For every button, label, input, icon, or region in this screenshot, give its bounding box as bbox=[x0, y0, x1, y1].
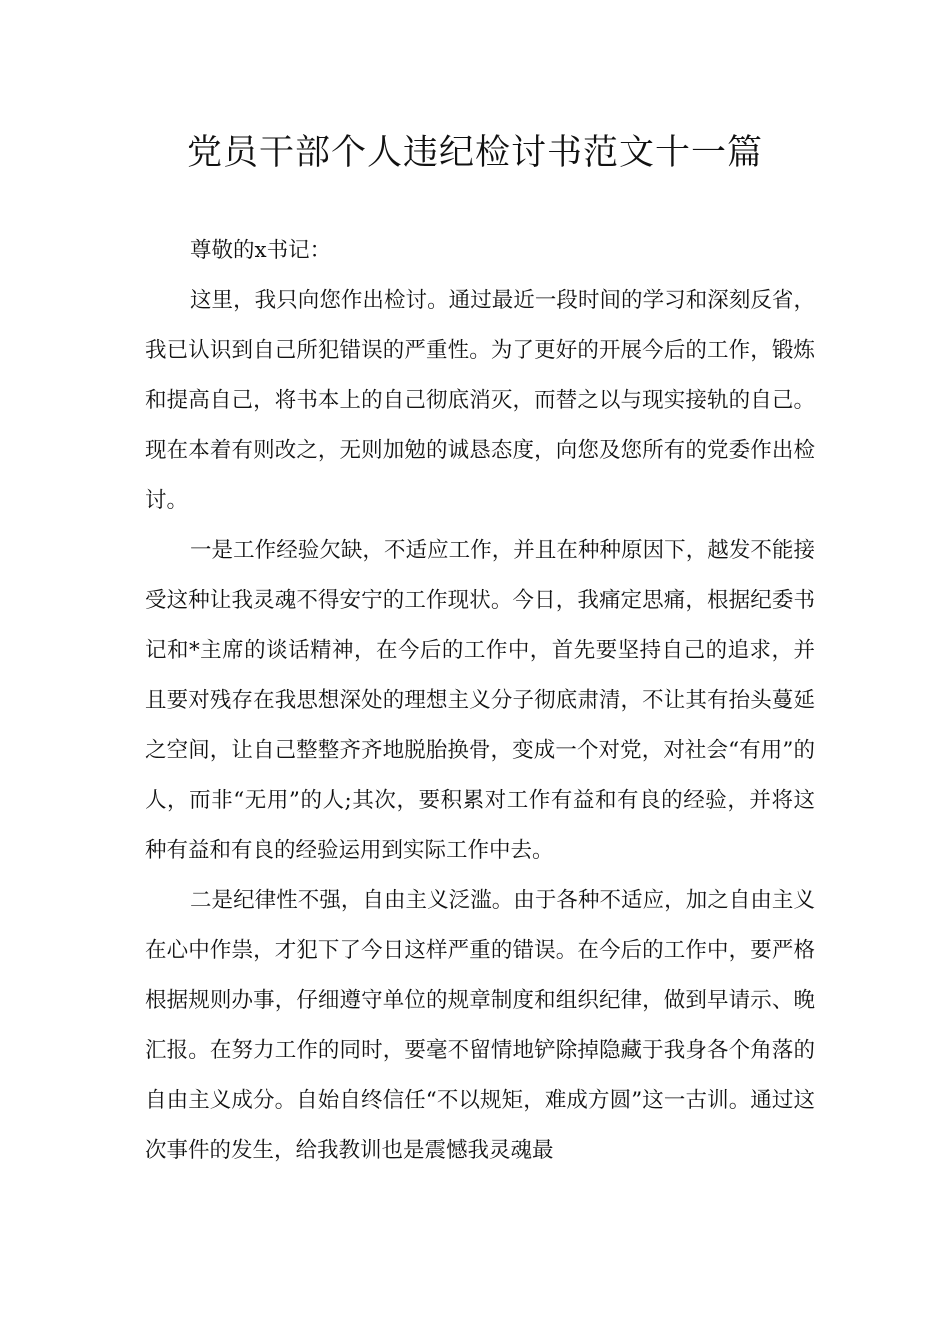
paragraph-point-one: 一是工作经验欠缺，不适应工作，并且在种种原因下，越发不能接受这种让我灵魂不得安宁的工作现状。今日，我痛定思痛，根据纪委书记和*主席的谈话精神，在今后的工作中，首先要坚持自己的追求，并且要对残存在我思想深处的理想主义分子彻底肃清，不让其有抬头蔓延之空间，让自己整整齐齐地脱胎换骨，变成一个对党，对社会“有用”的人，而非“无用”的人;其次，要积累对工作有益和有良的经验，并将这种有益和有良的经验运用到实际工作中去。 bbox=[145, 538, 815, 863]
document-body bbox=[145, 226, 815, 1176]
paragraph-point-two: 二是纪律性不强，自由主义泛滥。由于各种不适应，加之自由主义在心中作祟，才犯下了今日这样严重的错误。在今后的工作中，要严格根据规则办事，仔细遵守单位的规章制度和组织纪律，做到早请示、晚汇报。在努力工作的同时，要毫不留情地铲除掉隐藏于我身各个角落的自由主义成分。自始自终信任“不以规矩，难成方圆”这一古训。通过这次事件的发生，给我教训也是震憾我灵魂最 bbox=[145, 888, 815, 1163]
document-title: 党员干部个人违纪检讨书范文十一篇 bbox=[186, 133, 763, 173]
paragraph-intro: 这里，我只向您作出检讨。通过最近一段时间的学习和深刻反省，我已认识到自己所犯错误的严重性。为了更好的开展今后的工作，锻炼和提高自己，将书本上的自己彻底消灭，而替之以与现实接轨的自己。现在本着有则改之，无则加勉的诚恳态度，向您及您所有的党委作出检讨。 bbox=[145, 288, 815, 513]
salutation: 尊敬的x书记： bbox=[190, 238, 332, 263]
